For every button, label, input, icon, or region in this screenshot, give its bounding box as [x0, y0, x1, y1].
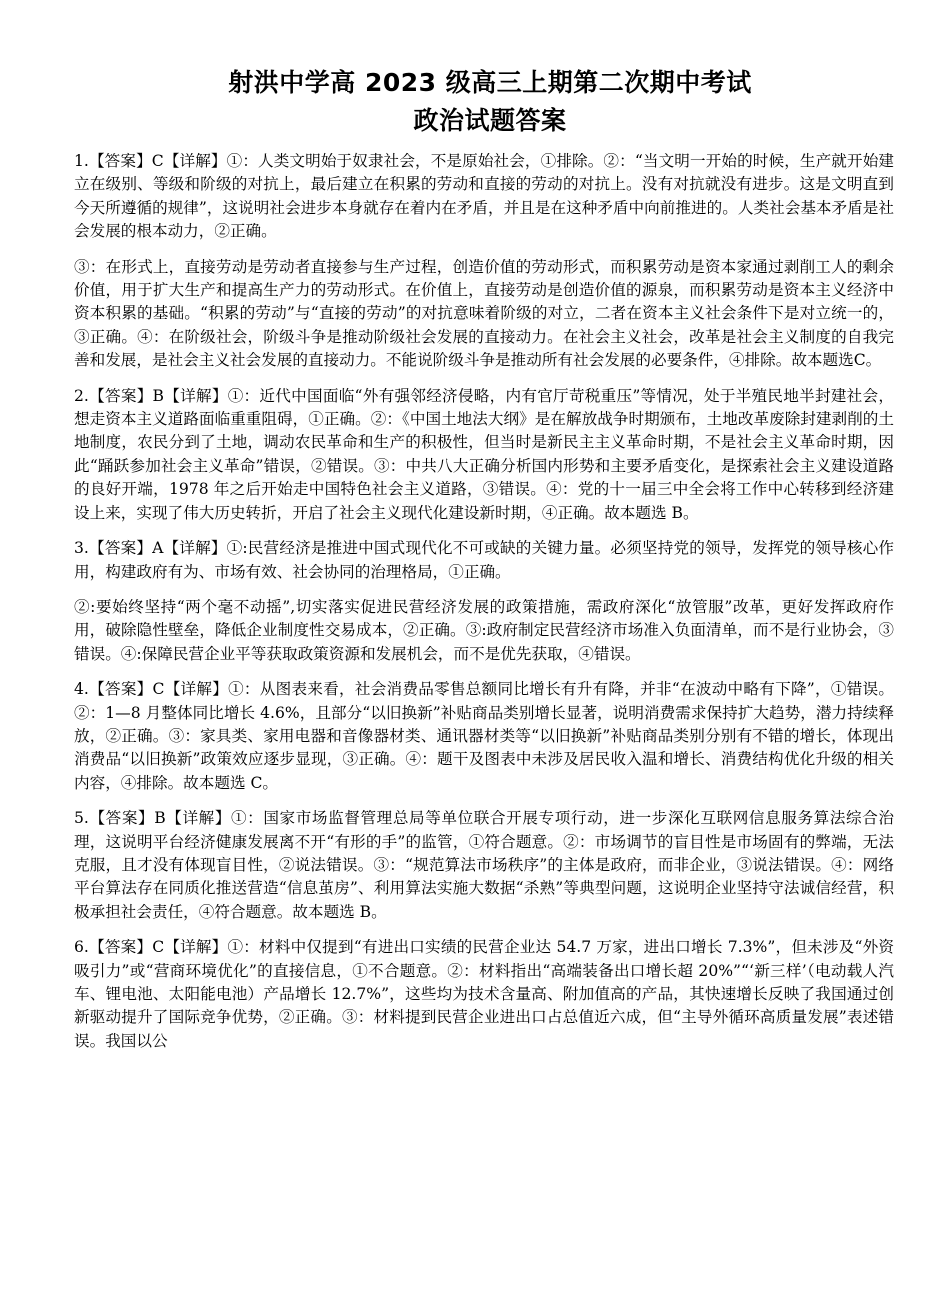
document-title: 射洪中学高 2023 级高三上期第二次期中考试	[228, 68, 752, 97]
answer-paragraph-1-cont: ③：在形式上，直接劳动是劳动者直接参与生产过程，创造价值的劳动形式，而积累劳动是资本家通过剥削工人的剩余价值，用于扩大生产和提高生产力的劳动形式。在价值上，直接劳动是创造价值的源泉，而积累劳动是资本主义经济中资本积累的基础。“积累的劳动”与“直接的劳动”的对抗意味着阶级的对立，二者在资本主义社会条件下是对立统一的，③正确。④：在阶级社会，阶级斗争是推动阶级社会发展的直接动力。在社会主义社会，改革是社会主义制度的自我完善和发展，是社会主义社会发展的直接动力。不能说阶级斗争是推动所有社会发展的必要条件，④排除。故本题选C。	[74, 257, 894, 370]
answer-paragraph-3-cont: ②:要始终坚持“两个毫不动摇”,切实落实促进民营经济发展的政策措施，需政府深化“放管服”改革，更好发挥政府作用，破除隐性壁垒，降低企业制度性交易成本，②正确。③:政府制定民营经济市场准入负面清单，而不是行业协会，③错误。④:保障民营企业平等获取政策资源和发展机会，而不是优先获取，④错误。	[74, 597, 894, 663]
answer-paragraph-5: 5.【答案】B【详解】①：国家市场监督管理总局等单位联合开展专项行动，进一步深化互联网信息服务算法综合治理，这说明平台经济健康发展离不开“有形的手”的监管，①符合题意。②：市场调节的盲目性是市场固有的弊端，无法克服，且才没有体现盲目性，②说法错误。③：“规范算法市场秩序”的主体是政府，而非企业，③说法错误。④：网络平台算法存在同质化推送营造“信息茧房”、利用算法实施大数据“杀熟”等典型问题，这说明企业坚持守法诚信经营，积极承担社会责任，④符合题意。故本题选 B。	[74, 809, 894, 921]
answer-paragraph-2: 2.【答案】B【详解】①：近代中国面临“外有强邻经济侵略，内有官厅苛税重压”等情况，处于半殖民地半封建社会，想走资本主义道路面临重重阻碍，①正确。②：《中国土地法大纲》是在解放战争时期颁布，土地改革废除封建剥削的土地制度，农民分到了土地，调动农民革命和生产的积极性，但当时是新民主主义革命时期，不是社会主义革命时期，因此“踊跃参加社会主义革命”错误，②错误。③：中共八大正确分析国内形势和主要矛盾变化，是探索社会主义建设道路的良好开端，1978 年之后开始走中国特色社会主义道路，③错误。④：党的十一届三中全会将工作中心转移到经济建设上来，实现了伟大历史转折，开启了社会主义现代化建设新时期，④正确。故本题选 B。	[74, 386, 894, 522]
answer-paragraph-4: 4.【答案】C【详解】①：从图表来看，社会消费品零售总额同比增长有升有降，并非“在波动中略有下降”，①错误。②：1—8 月整体同比增长 4.6%，且部分“以旧换新”补贴商品类别增长显著，说明消费需求保持扩大趋势，潜力持续释放，②正确。③：家具类、家用电器和音像器材类、通讯器材类等“以旧换新”补贴商品类别分别有不错的增长，体现出消费品“以旧换新”政策效应逐步显现，③正确。④：题干及图表中未涉及居民收入温和增长、消费结构优化升级的相关内容，④排除。故本题选 C。	[74, 680, 894, 792]
document-subtitle: 政治试题答案	[413, 106, 567, 135]
title-block	[74, 64, 894, 140]
answer-paragraph-6: 6.【答案】C【详解】①：材料中仅提到“有进出口实绩的民营企业达 54.7 万家，进出口增长 7.3%”，但未涉及“外资吸引力”或“营商环境优化”的直接信息，①不合题意。②：材料指出“高端装备出口增长超 20%”“‘新三样’（电动载人汽车、锂电池、太阳能电池）产品增长 12.7%”，这些均为技术含量高、附加值高的产品，其快速增长反映了我国通过创新驱动提升了国际竞争优势，②正确。③：材料提到民营企业进出口占总值近六成，但“主导外循环高质量发展”表述错误。我国以公	[74, 938, 894, 1050]
answer-paragraph-3: 3.【答案】A【详解】①:民营经济是推进中国式现代化不可或缺的关键力量。必须坚持党的领导，发挥党的领导核心作用，构建政府有为、市场有效、社会协同的治理格局，①正确。	[74, 539, 894, 581]
answer-paragraph-1: 1.【答案】C【详解】①：人类文明始于奴隶社会，不是原始社会，①排除。②：“当文明一开始的时候，生产就开始建立在级别、等级和阶级的对抗上，最后建立在积累的劳动和直接的劳动的对抗上。没有对抗就没有进步。这是文明直到今天所遵循的规律”，这说明社会进步本身就存在着内在矛盾，并且是在这种矛盾中向前推进的。人类社会基本矛盾是社会发展的根本动力，②正确。	[74, 152, 894, 241]
